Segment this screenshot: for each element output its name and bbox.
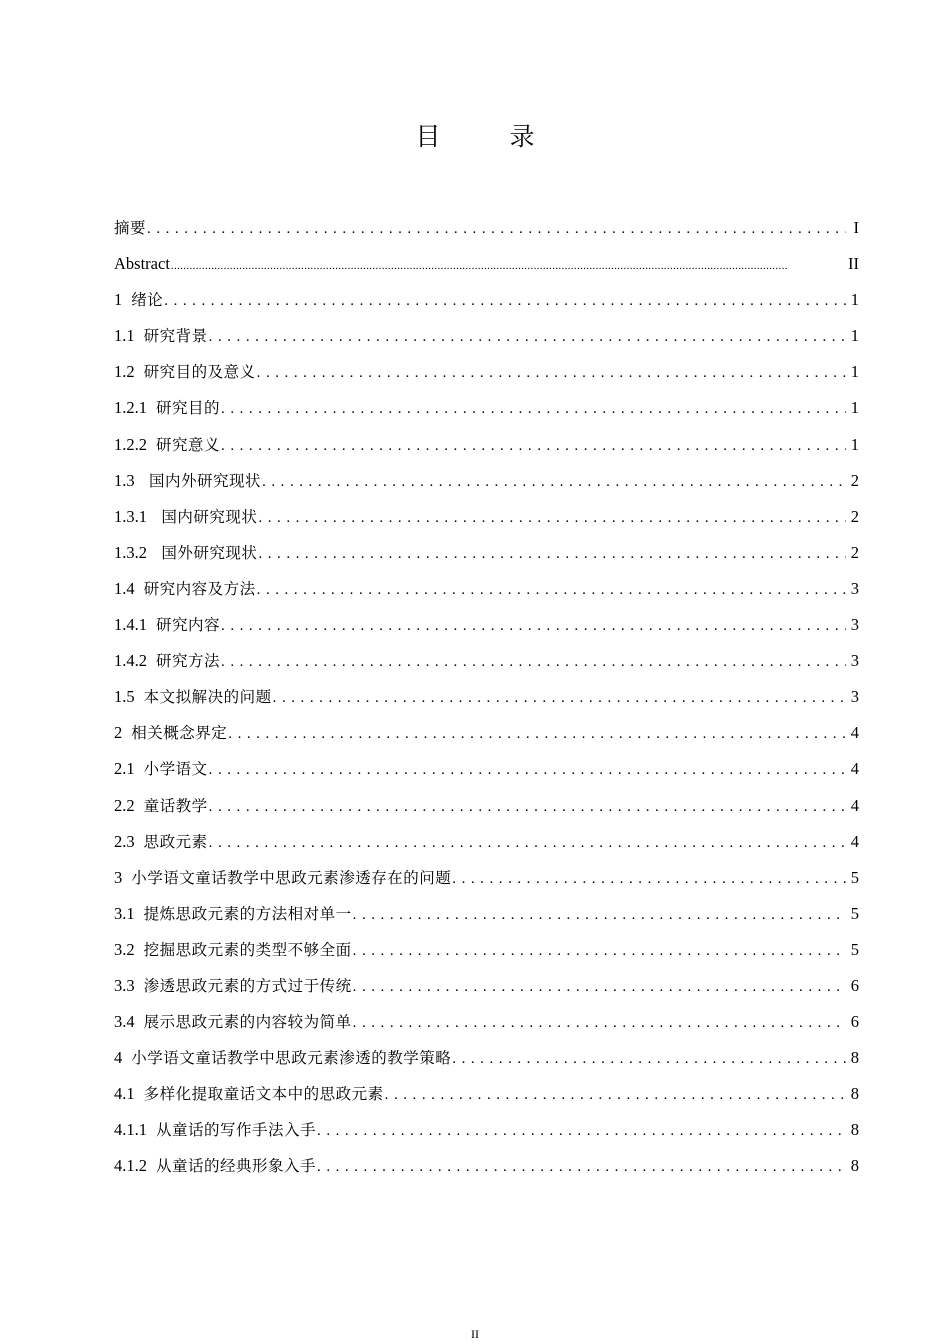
toc-entry[interactable]	[114, 1112, 859, 1148]
toc-entry-text: 小学语文童话教学中思政元素渗透的教学策略	[131, 1049, 452, 1068]
toc-entry-number: 2.2	[114, 795, 135, 815]
toc-entry-text: 挖掘思政元素的类型不够全面	[143, 940, 352, 959]
toc-entry-page: 2	[850, 470, 859, 490]
toc-entry-text: 思政元素	[143, 832, 208, 851]
toc-dot-leader	[452, 1041, 846, 1077]
toc-entry[interactable]	[114, 607, 859, 643]
toc-entry[interactable]	[114, 788, 859, 824]
toc-entry-number: 1.5	[114, 687, 135, 707]
toc-entry-text: 国内外研究现状	[143, 471, 262, 490]
toc-entry-label	[114, 318, 208, 354]
toc-entry-page: II	[848, 254, 859, 274]
toc-entry-label	[114, 824, 208, 860]
toc-dot-leader	[262, 464, 846, 500]
toc-entry-page: 5	[850, 903, 859, 923]
toc-entry-text: 摘要	[114, 219, 147, 237]
toc-entry[interactable]	[114, 535, 859, 571]
toc-entry[interactable]	[114, 210, 859, 246]
toc-entry[interactable]	[114, 1040, 859, 1076]
toc-entry-text: 小学语文	[143, 760, 208, 779]
toc-entry-label	[114, 751, 208, 787]
toc-entry-number: 3.1	[114, 903, 135, 923]
toc-entry-label	[114, 643, 220, 679]
toc-entry-page: 6	[850, 1012, 859, 1032]
toc-entry[interactable]	[114, 246, 859, 282]
toc-dot-leader	[257, 572, 846, 608]
toc-entry[interactable]	[114, 1076, 859, 1112]
toc-entry[interactable]	[114, 679, 859, 715]
toc-entry-page: 3	[850, 615, 859, 635]
toc-entry-number: 1.2.1	[114, 398, 147, 418]
toc-entry-text: Abstract	[114, 254, 170, 274]
toc-entry-page: 8	[850, 1048, 859, 1068]
toc-entry-page: 8	[850, 1156, 859, 1176]
toc-entry-label	[114, 968, 352, 1004]
toc-entry-number: 4	[114, 1048, 123, 1068]
toc-entry-text: 童话教学	[143, 796, 208, 815]
toc-dot-leader	[317, 1149, 846, 1185]
toc-entry-text: 研究背景	[143, 327, 208, 346]
toc-entry[interactable]	[114, 860, 859, 896]
toc-list	[114, 210, 859, 1185]
toc-dot-leader	[258, 536, 846, 572]
page-number-footer: II	[471, 1327, 479, 1341]
toc-dot-leader	[257, 355, 846, 391]
toc-entry-number: 1	[114, 290, 123, 310]
toc-entry-page: 4	[850, 831, 859, 851]
toc-entry-page: 5	[850, 867, 859, 887]
toc-entry-text: 研究意义	[156, 435, 221, 454]
toc-entry-number: 1.4.2	[114, 651, 147, 671]
toc-entry-label	[114, 607, 220, 643]
toc-entry-text: 提炼思政元素的方法相对单一	[143, 904, 352, 923]
toc-entry[interactable]	[114, 463, 859, 499]
toc-entry-label	[114, 1148, 316, 1184]
toc-entry[interactable]	[114, 1004, 859, 1040]
toc-entry-number: 4.1.2	[114, 1156, 147, 1176]
toc-dot-leader	[353, 1005, 846, 1041]
toc-entry-text: 多样化提取童话文本中的思政元素	[143, 1085, 384, 1104]
toc-entry[interactable]	[114, 571, 859, 607]
toc-entry[interactable]	[114, 715, 859, 751]
toc-entry-number: 2.3	[114, 831, 135, 851]
toc-entry-text: 研究内容	[156, 616, 221, 635]
toc-dot-leader	[258, 500, 846, 536]
toc-dot-leader	[385, 1077, 846, 1113]
toc-entry-page: 3	[850, 578, 859, 598]
toc-entry-label	[114, 1112, 316, 1148]
toc-dot-leader	[209, 319, 846, 355]
toc-entry-text: 绪论	[131, 291, 164, 310]
toc-dot-leader	[273, 680, 846, 716]
toc-entry-text: 研究方法	[156, 652, 221, 671]
toc-entry-label	[114, 210, 146, 246]
toc-entry-text: 从童话的写作手法入手	[156, 1121, 317, 1140]
toc-entry-number: 1.3.1	[114, 506, 147, 526]
toc-entry-number: 1.4.1	[114, 615, 147, 635]
toc-dot-leader	[353, 933, 846, 969]
toc-entry-label	[114, 1076, 384, 1112]
toc-entry-text: 国内研究现状	[156, 507, 258, 526]
toc-entry-label	[114, 788, 208, 824]
toc-entry-label	[114, 1004, 352, 1040]
toc-entry[interactable]	[114, 427, 859, 463]
toc-entry-text: 研究目的	[156, 399, 221, 418]
toc-entry-label	[114, 354, 256, 390]
toc-entry-number: 3.3	[114, 975, 135, 995]
toc-entry-label	[114, 932, 352, 968]
toc-dot-leader	[353, 897, 846, 933]
toc-entry-text: 相关概念界定	[131, 724, 228, 743]
toc-entry-page: 1	[850, 290, 859, 310]
toc-entry[interactable]	[114, 643, 859, 679]
toc-entry[interactable]	[114, 968, 859, 1004]
toc-entry-label	[114, 390, 220, 426]
toc-dot-leader	[317, 1113, 846, 1149]
toc-entry[interactable]	[114, 318, 859, 354]
toc-entry-page: 1	[850, 434, 859, 454]
toc-entry-page: 2	[850, 542, 859, 562]
toc-entry-label	[114, 571, 256, 607]
toc-entry-page: I	[853, 218, 859, 237]
toc-entry-page: 8	[850, 1084, 859, 1104]
toc-dot-leader	[221, 644, 846, 680]
toc-entry-page: 8	[850, 1120, 859, 1140]
toc-dot-leader	[209, 752, 846, 788]
toc-entry-label	[114, 246, 170, 282]
toc-entry-text: 展示思政元素的内容较为简单	[143, 1013, 352, 1032]
toc-entry-page: 4	[850, 759, 859, 779]
toc-entry-text: 小学语文童话教学中思政元素渗透存在的问题	[131, 868, 452, 887]
toc-entry-number: 4.1.1	[114, 1120, 147, 1140]
toc-entry-number: 3.4	[114, 1012, 135, 1032]
toc-entry-label	[114, 427, 220, 463]
toc-entry-number: 1.2.2	[114, 434, 147, 454]
toc-entry[interactable]	[114, 751, 859, 787]
toc-entry-label	[114, 282, 163, 318]
toc-entry-text: 本文拟解决的问题	[143, 688, 272, 707]
toc-entry-page: 1	[850, 398, 859, 418]
toc-dot-leader	[171, 248, 845, 284]
toc-entry-page: 3	[850, 687, 859, 707]
toc-entry-label	[114, 535, 257, 571]
toc-entry-label	[114, 499, 257, 535]
toc-entry-number: 1.2	[114, 362, 135, 382]
toc-entry-number: 2	[114, 723, 123, 743]
toc-entry-label	[114, 860, 451, 896]
toc-entry-label	[114, 1040, 451, 1076]
toc-entry[interactable]	[114, 282, 859, 318]
toc-entry-number: 1.3.2	[114, 542, 147, 562]
toc-entry-page: 1	[850, 362, 859, 382]
toc-entry[interactable]	[114, 390, 859, 426]
toc-entry[interactable]	[114, 499, 859, 535]
toc-dot-leader	[221, 391, 846, 427]
toc-entry-label	[114, 679, 272, 715]
toc-dot-leader	[147, 211, 846, 247]
toc-entry-text: 国外研究现状	[156, 543, 258, 562]
toc-entry-number: 1.3	[114, 470, 135, 490]
toc-entry-text: 渗透思政元素的方式过于传统	[143, 976, 352, 995]
toc-entry-number: 2.1	[114, 759, 135, 779]
toc-entry-number: 4.1	[114, 1084, 135, 1104]
toc-entry[interactable]	[114, 354, 859, 390]
toc-entry-number: 3	[114, 867, 123, 887]
toc-entry-page: 3	[850, 651, 859, 671]
toc-entry-number: 3.2	[114, 939, 135, 959]
toc-dot-leader	[209, 789, 846, 825]
toc-entry[interactable]	[114, 1148, 859, 1184]
toc-entry-number: 1.1	[114, 326, 135, 346]
toc-entry-label	[114, 715, 227, 751]
toc-entry-label	[114, 463, 261, 499]
toc-entry-text: 研究目的及意义	[143, 363, 256, 382]
toc-entry-page: 4	[850, 795, 859, 815]
toc-entry-label	[114, 896, 352, 932]
toc-entry-page: 2	[850, 506, 859, 526]
toc-dot-leader	[209, 825, 846, 861]
toc-entry-text: 研究内容及方法	[143, 579, 256, 598]
toc-dot-leader	[228, 716, 846, 752]
toc-dot-leader	[164, 283, 846, 319]
toc-entry-number: 1.4	[114, 578, 135, 598]
toc-entry-page: 4	[850, 723, 859, 743]
toc-entry-page: 5	[850, 939, 859, 959]
toc-title: 目 录	[415, 122, 557, 151]
toc-dot-leader	[452, 861, 846, 897]
toc-entry-page: 6	[850, 975, 859, 995]
toc-dot-leader	[221, 428, 846, 464]
toc-dot-leader	[353, 969, 846, 1005]
toc-entry-page: 1	[850, 326, 859, 346]
toc-entry[interactable]	[114, 896, 859, 932]
toc-entry-text: 从童话的经典形象入手	[156, 1157, 317, 1176]
toc-entry[interactable]	[114, 932, 859, 968]
toc-entry[interactable]	[114, 824, 859, 860]
toc-dot-leader	[221, 608, 846, 644]
